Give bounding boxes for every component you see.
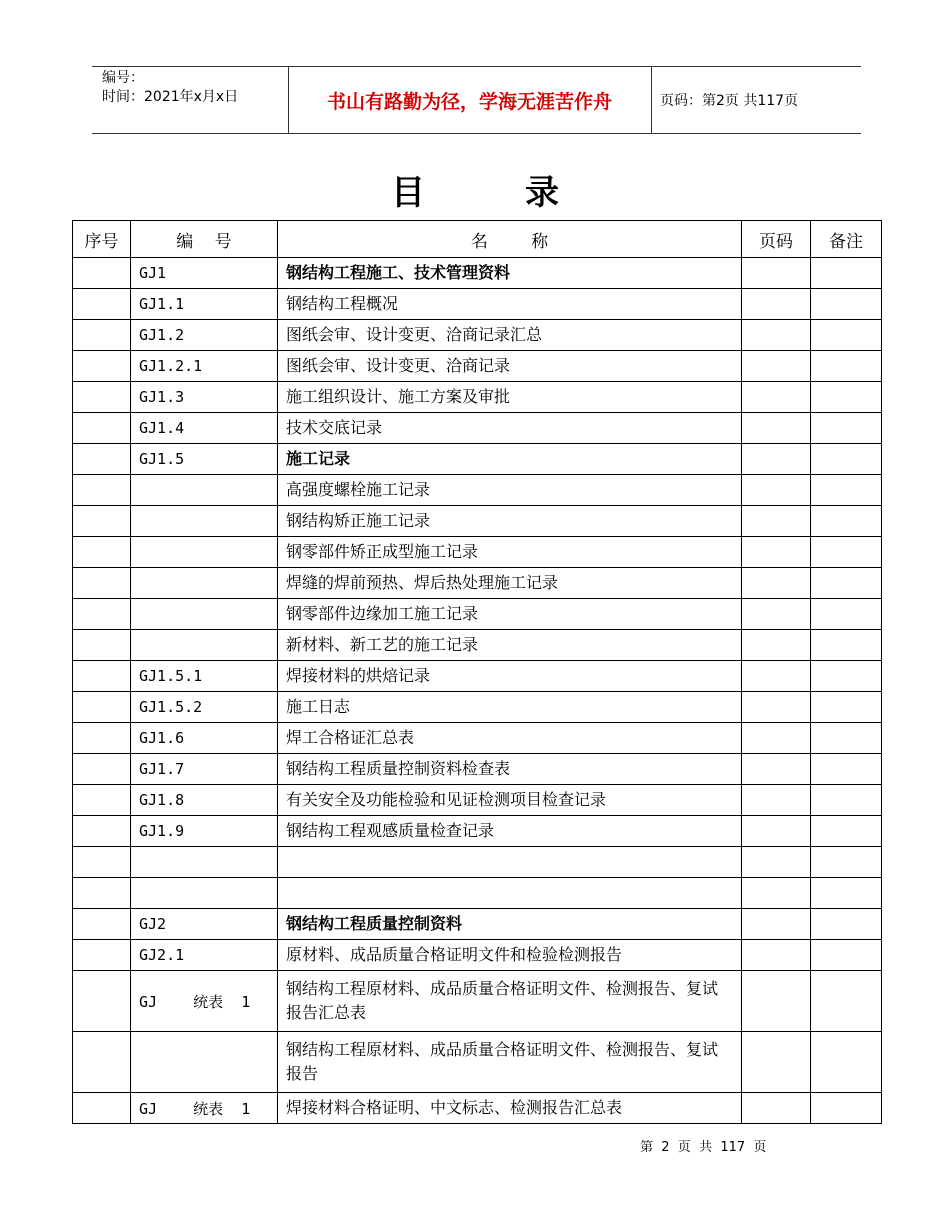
cell-seq — [73, 878, 131, 909]
cell-page — [742, 444, 811, 475]
cell-name: 焊接材料的烘焙记录 — [278, 661, 742, 692]
cell-code: GJ1.6 — [131, 723, 278, 754]
cell-code: GJ 统表 1 — [131, 1093, 278, 1124]
cell-page — [742, 289, 811, 320]
cell-code — [131, 847, 278, 878]
cell-page — [742, 661, 811, 692]
cell-seq — [73, 692, 131, 723]
cell-name: 新材料、新工艺的施工记录 — [278, 630, 742, 661]
cell-code: GJ1.3 — [131, 382, 278, 413]
column-header-seq: 序号 — [73, 221, 131, 258]
cell-name: 钢结构工程原材料、成品质量合格证明文件、检测报告、复试报告 — [278, 1032, 742, 1093]
cell-name: 技术交底记录 — [278, 413, 742, 444]
cell-page — [742, 847, 811, 878]
cell-seq — [73, 754, 131, 785]
cell-page — [742, 568, 811, 599]
cell-page — [742, 630, 811, 661]
cell-seq — [73, 723, 131, 754]
cell-name: 焊工合格证汇总表 — [278, 723, 742, 754]
table-row — [73, 816, 882, 847]
cell-code: GJ1.5 — [131, 444, 278, 475]
cell-seq — [73, 909, 131, 940]
cell-note — [811, 351, 882, 382]
table-row — [73, 351, 882, 382]
cell-name: 钢结构工程质量控制资料 — [278, 909, 742, 940]
toc-body — [73, 258, 882, 1124]
cell-seq — [73, 351, 131, 382]
cell-name: 钢结构工程质量控制资料检查表 — [278, 754, 742, 785]
cell-code — [131, 1032, 278, 1093]
toc-table — [72, 220, 882, 1124]
cell-page — [742, 599, 811, 630]
cell-page — [742, 1032, 811, 1093]
cell-note — [811, 382, 882, 413]
table-row — [73, 692, 882, 723]
page-header — [92, 66, 861, 134]
cell-note — [811, 258, 882, 289]
cell-code: GJ1.7 — [131, 754, 278, 785]
header-motto: 书山有路勤为径，学海无涯苦作舟 — [326, 90, 612, 113]
cell-code — [131, 475, 278, 506]
cell-name: 钢结构工程概况 — [278, 289, 742, 320]
table-row — [73, 661, 882, 692]
document-time: 时间：2021年x月x日 — [102, 89, 239, 105]
cell-name: 图纸会审、设计变更、洽商记录 — [278, 351, 742, 382]
cell-seq — [73, 320, 131, 351]
cell-page — [742, 320, 811, 351]
cell-seq — [73, 568, 131, 599]
table-row — [73, 444, 882, 475]
cell-code — [131, 599, 278, 630]
cell-note — [811, 692, 882, 723]
cell-note — [811, 661, 882, 692]
table-row — [73, 506, 882, 537]
cell-code — [131, 568, 278, 599]
cell-page — [742, 723, 811, 754]
cell-page — [742, 258, 811, 289]
cell-code: GJ1.5.1 — [131, 661, 278, 692]
cell-page — [742, 1093, 811, 1124]
table-row — [73, 258, 882, 289]
column-header-code: 编 号 — [131, 221, 278, 258]
cell-page — [742, 692, 811, 723]
cell-note — [811, 723, 882, 754]
cell-page — [742, 909, 811, 940]
cell-name: 钢结构工程原材料、成品质量合格证明文件、检测报告、复试报告汇总表 — [278, 971, 742, 1032]
cell-note — [811, 289, 882, 320]
cell-note — [811, 1093, 882, 1124]
cell-seq — [73, 940, 131, 971]
cell-seq — [73, 444, 131, 475]
cell-note — [811, 506, 882, 537]
column-header-note: 备注 — [811, 221, 882, 258]
table-row — [73, 599, 882, 630]
cell-note — [811, 971, 882, 1032]
cell-name — [278, 847, 742, 878]
table-row — [73, 289, 882, 320]
table-row — [73, 1032, 882, 1093]
header-page-info: 页码：第2页 共117页 — [660, 93, 799, 109]
cell-note — [811, 475, 882, 506]
cell-code: GJ1.9 — [131, 816, 278, 847]
column-header-name: 名 称 — [278, 221, 742, 258]
table-row — [73, 754, 882, 785]
cell-page — [742, 971, 811, 1032]
cell-note — [811, 878, 882, 909]
table-row — [73, 382, 882, 413]
cell-page — [742, 506, 811, 537]
page-footer: 第 2 页 共 117 页 — [640, 1140, 767, 1155]
cell-name: 焊接材料合格证明、中文标志、检测报告汇总表 — [278, 1093, 742, 1124]
cell-seq — [73, 816, 131, 847]
cell-name — [278, 878, 742, 909]
table-row — [73, 1093, 882, 1124]
cell-page — [742, 878, 811, 909]
cell-seq — [73, 661, 131, 692]
cell-page — [742, 382, 811, 413]
header-meta — [102, 69, 238, 107]
cell-name: 施工组织设计、施工方案及审批 — [278, 382, 742, 413]
cell-note — [811, 909, 882, 940]
cell-code — [131, 537, 278, 568]
table-row — [73, 971, 882, 1032]
cell-code — [131, 506, 278, 537]
cell-seq — [73, 258, 131, 289]
cell-code: GJ1.5.2 — [131, 692, 278, 723]
table-row — [73, 475, 882, 506]
cell-code: GJ1.1 — [131, 289, 278, 320]
cell-seq — [73, 289, 131, 320]
cell-seq — [73, 1032, 131, 1093]
cell-page — [742, 413, 811, 444]
cell-note — [811, 413, 882, 444]
table-row — [73, 320, 882, 351]
cell-seq — [73, 475, 131, 506]
cell-name: 焊缝的焊前预热、焊后热处理施工记录 — [278, 568, 742, 599]
cell-page — [742, 475, 811, 506]
cell-note — [811, 940, 882, 971]
table-row — [73, 723, 882, 754]
cell-note — [811, 444, 882, 475]
header-divider — [651, 67, 652, 133]
cell-note — [811, 630, 882, 661]
table-row — [73, 785, 882, 816]
cell-name: 高强度螺栓施工记录 — [278, 475, 742, 506]
cell-page — [742, 940, 811, 971]
cell-seq — [73, 1093, 131, 1124]
cell-page — [742, 537, 811, 568]
cell-note — [811, 1032, 882, 1093]
cell-code — [131, 630, 278, 661]
cell-name: 钢结构工程施工、技术管理资料 — [278, 258, 742, 289]
table-row — [73, 847, 882, 878]
cell-seq — [73, 630, 131, 661]
cell-code: GJ 统表 1 — [131, 971, 278, 1032]
cell-page — [742, 351, 811, 382]
cell-seq — [73, 599, 131, 630]
cell-seq — [73, 847, 131, 878]
cell-code: GJ1.2.1 — [131, 351, 278, 382]
cell-page — [742, 816, 811, 847]
cell-name: 钢零部件边缘加工施工记录 — [278, 599, 742, 630]
cell-code: GJ2.1 — [131, 940, 278, 971]
cell-code — [131, 878, 278, 909]
cell-name: 钢结构工程观感质量检查记录 — [278, 816, 742, 847]
cell-note — [811, 537, 882, 568]
table-row — [73, 630, 882, 661]
cell-seq — [73, 971, 131, 1032]
cell-code: GJ1.4 — [131, 413, 278, 444]
cell-code: GJ1.2 — [131, 320, 278, 351]
table-header-row — [73, 221, 882, 258]
cell-name: 图纸会审、设计变更、洽商记录汇总 — [278, 320, 742, 351]
column-header-page: 页码 — [742, 221, 811, 258]
cell-name: 施工记录 — [278, 444, 742, 475]
document-number-label: 编号： — [102, 70, 144, 86]
cell-name: 钢结构矫正施工记录 — [278, 506, 742, 537]
cell-name: 施工日志 — [278, 692, 742, 723]
cell-note — [811, 320, 882, 351]
cell-seq — [73, 413, 131, 444]
cell-code: GJ1 — [131, 258, 278, 289]
cell-note — [811, 785, 882, 816]
cell-note — [811, 568, 882, 599]
cell-code: GJ1.8 — [131, 785, 278, 816]
table-row — [73, 940, 882, 971]
cell-note — [811, 847, 882, 878]
cell-name: 原材料、成品质量合格证明文件和检验检测报告 — [278, 940, 742, 971]
cell-seq — [73, 382, 131, 413]
cell-name: 有关安全及功能检验和见证检测项目检查记录 — [278, 785, 742, 816]
table-row — [73, 413, 882, 444]
cell-seq — [73, 537, 131, 568]
cell-note — [811, 816, 882, 847]
cell-seq — [73, 506, 131, 537]
table-row — [73, 878, 882, 909]
table-row — [73, 568, 882, 599]
cell-code: GJ2 — [131, 909, 278, 940]
table-row — [73, 909, 882, 940]
cell-name: 钢零部件矫正成型施工记录 — [278, 537, 742, 568]
cell-seq — [73, 785, 131, 816]
cell-page — [742, 754, 811, 785]
page-title: 目录 — [391, 173, 659, 213]
cell-note — [811, 599, 882, 630]
table-row — [73, 537, 882, 568]
cell-page — [742, 785, 811, 816]
cell-note — [811, 754, 882, 785]
